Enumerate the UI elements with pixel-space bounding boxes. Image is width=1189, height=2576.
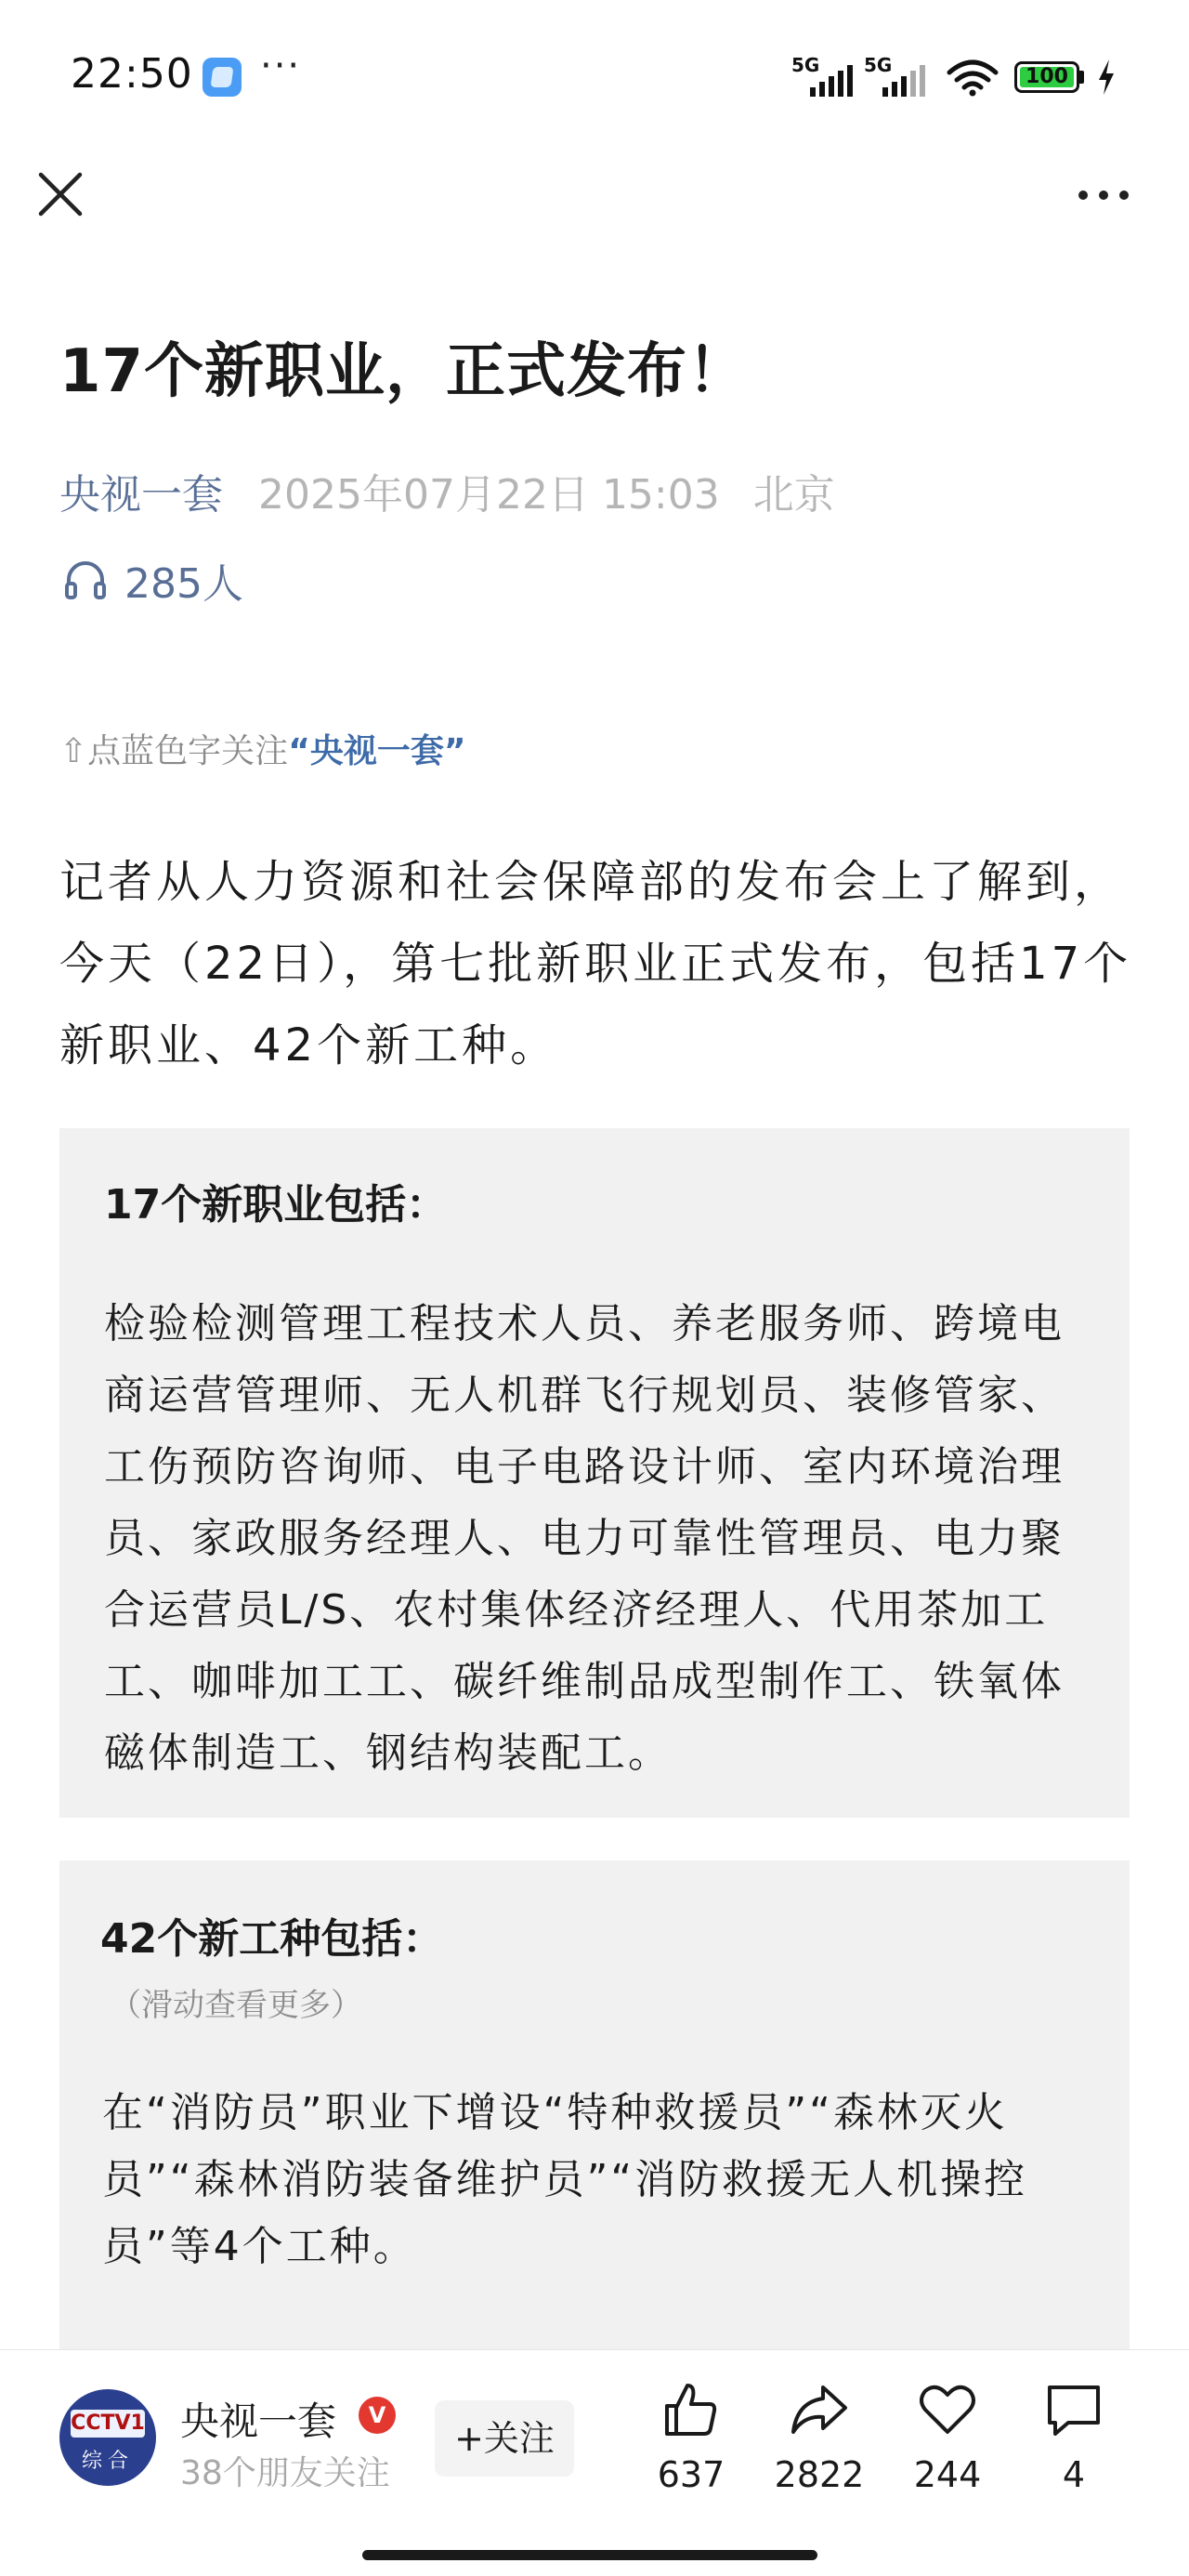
battery-tip bbox=[1079, 71, 1084, 84]
wifi-icon bbox=[946, 58, 1000, 97]
status-more-icon: ··· bbox=[260, 45, 302, 87]
headphone-icon bbox=[63, 558, 108, 602]
publish-location: 北京 bbox=[752, 471, 835, 519]
account-name[interactable]: 央视一套 bbox=[180, 2399, 337, 2444]
avatar[interactable] bbox=[59, 2389, 156, 2486]
thumbs-up-icon bbox=[661, 2380, 721, 2439]
comment-icon bbox=[1044, 2380, 1104, 2439]
new-job-types-paragraph: 在“消防员”职业下增设“特种救援员”“森林灭火员”“森林消防装备维护员”“消防救援无人机操控员”等4个工种。 bbox=[102, 2089, 1028, 2270]
charging-icon bbox=[1096, 58, 1117, 97]
signal-label-1: 5G bbox=[791, 54, 820, 76]
friends-follow-count: 38个朋友关注 bbox=[180, 2454, 390, 2492]
cctv-logo: CCTV1 bbox=[71, 2410, 145, 2438]
follow-hint bbox=[59, 725, 466, 772]
article-meta bbox=[59, 461, 835, 520]
favorite-count: 244 bbox=[913, 2454, 982, 2495]
new-job-types-box[interactable] bbox=[59, 1860, 1130, 2349]
avatar-caption: 综合 bbox=[81, 2450, 134, 2473]
intro-paragraph: 记者从人力资源和社会保障部的发布会上了解到，今天（22日），第七批新职业正式发布，包括17个新职业、42个新工种。 bbox=[59, 856, 1132, 1071]
more-icon[interactable] bbox=[1076, 186, 1131, 204]
like-count: 637 bbox=[657, 2454, 725, 2495]
app-notification-icon bbox=[203, 58, 242, 97]
new-job-types-heading: 42个新工种包括： bbox=[100, 1915, 444, 1963]
publish-date: 2025年07月22日 15:03 bbox=[258, 471, 720, 519]
close-icon[interactable] bbox=[35, 169, 85, 219]
scroll-hint: （滑动查看更多） bbox=[110, 1987, 362, 2024]
battery-level: 100 bbox=[1026, 65, 1068, 88]
verified-badge-icon: V bbox=[359, 2397, 396, 2434]
battery-indicator bbox=[1014, 61, 1079, 93]
share-count: 2822 bbox=[774, 2454, 865, 2495]
heart-icon bbox=[918, 2380, 977, 2439]
up-arrow-icon: ⇧ bbox=[59, 732, 88, 770]
status-time: 22:50 bbox=[71, 50, 193, 98]
share-icon bbox=[790, 2380, 849, 2439]
follow-hint-account-link[interactable]: “央视一套” bbox=[288, 732, 466, 770]
new-occupations-box bbox=[59, 1128, 1130, 1818]
gesture-area bbox=[0, 2520, 1189, 2576]
comment-button[interactable] bbox=[1009, 2380, 1139, 2495]
favorite-button[interactable] bbox=[882, 2380, 1013, 2495]
author-name-link[interactable]: 央视一套 bbox=[59, 471, 223, 519]
share-button[interactable] bbox=[754, 2380, 884, 2495]
article-title: 17个新职业，正式发布！ bbox=[59, 337, 749, 406]
comment-count: 4 bbox=[1062, 2454, 1086, 2495]
bottom-action-bar bbox=[0, 2349, 1189, 2521]
follow-hint-text: 点蓝色字关注 bbox=[87, 732, 289, 770]
new-occupations-heading: 17个新职业包括： bbox=[104, 1181, 448, 1229]
home-indicator[interactable] bbox=[362, 2550, 817, 2560]
like-button[interactable] bbox=[626, 2380, 756, 2495]
follow-button[interactable]: +关注 bbox=[435, 2400, 574, 2477]
new-occupations-list: 检验检测管理工程技术人员、养老服务师、跨境电商运营管理师、无人机群飞行规划员、装修管家、工伤预防咨询师、电子电路设计师、室内环境治理员、家政服务经理人、电力可靠性管理员、电力聚合运营员L/S、农村集体经济经理人、代用茶加工工、咖啡加工工、碳纤维制品成型制作工、铁氧体磁体制造工、钢结构装配工。 bbox=[104, 1300, 1065, 1777]
signal-label-2: 5G bbox=[864, 54, 893, 76]
listen-button[interactable] bbox=[63, 550, 243, 610]
listen-count: 285人 bbox=[124, 560, 243, 608]
